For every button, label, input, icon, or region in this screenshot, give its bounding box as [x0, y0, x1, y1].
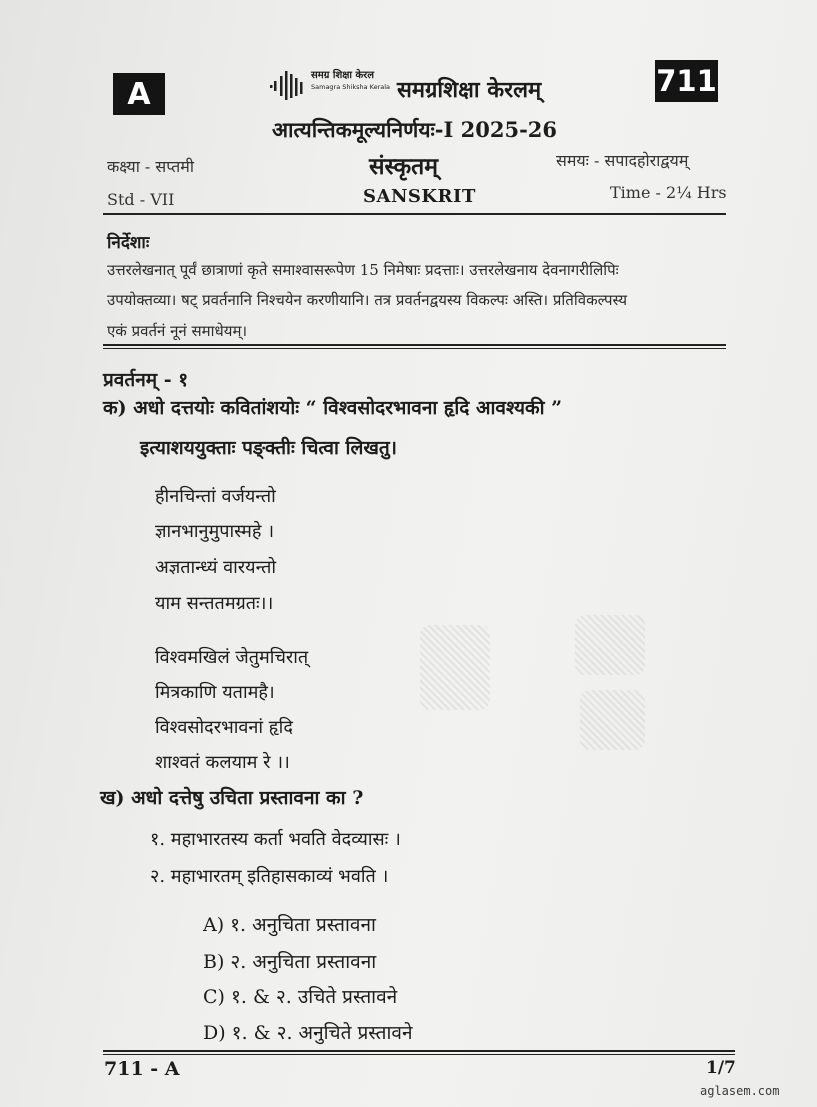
instructions-divider — [103, 344, 726, 346]
logo-line1: समग्र शिक्षा केरल — [311, 70, 375, 81]
verse-line: ज्ञानभानुमुपास्महे । — [155, 521, 275, 542]
samagra-shiksha-logo-icon — [270, 68, 308, 102]
footer-paper-code: 711 - A — [104, 1058, 180, 1080]
logo-line2: Samagra Shiksha Kerala — [311, 83, 391, 91]
scan-smudge — [575, 615, 645, 675]
instructions-divider-thin — [103, 348, 726, 349]
instruction-line: उत्तरलेखनात् पूर्वं छात्राणां कृते समाश्वासरूपेण 15 निमेषाः प्रदत्ताः। उत्तरलेखनाय देवनागरीलिपिः — [107, 261, 619, 279]
option-a: A) १. अनुचिता प्रस्तावना — [203, 914, 376, 936]
class-sanskrit: कक्ष्या - सप्तमी — [107, 157, 194, 176]
instructions-title: निर्देशाः — [107, 233, 150, 253]
verse-line: याम सन्ततमग्रतः।। — [155, 593, 274, 614]
exam-title: आत्यन्तिकमूल्यनिर्णयः-I 2025-26 — [272, 117, 558, 142]
paper-code-box: 711 — [655, 60, 718, 102]
watermark: aglasem.com — [700, 1084, 780, 1098]
time-english: Time - 2¼ Hrs — [610, 183, 727, 202]
verse-line: विश्वसोदरभावनां हृदि — [155, 717, 293, 738]
subject-sanskrit: संस्कृतम् — [369, 153, 439, 180]
time-sanskrit: समयः - सपादहोराद्वयम् — [556, 151, 689, 170]
subject-english: SANSKRIT — [363, 186, 476, 207]
option-d: D) १. & २. अनुचिते प्रस्तावने — [203, 1022, 413, 1044]
set-label-box: A — [113, 73, 165, 115]
footer-divider — [103, 1050, 735, 1052]
footer-page-number: 1/7 — [706, 1058, 736, 1078]
header-divider — [103, 213, 726, 215]
question-heading: प्रवर्तनम् - १ — [103, 369, 189, 391]
instruction-line: एकं प्रवर्तनं नूनं समाधेयम्। — [107, 322, 248, 340]
statement-item: २. महाभारतम् इतिहासकाव्यं भवति । — [150, 866, 389, 887]
verse-line: हीनचिन्तां वर्जयन्तो — [155, 486, 276, 507]
option-b: B) २. अनुचिता प्रस्तावना — [203, 951, 377, 973]
option-c: C) १. & २. उचिते प्रस्तावने — [203, 986, 398, 1008]
question-part-k-line2: इत्याशययुक्ताः पङ्क्तीः चित्वा लिखतु। — [140, 437, 397, 459]
class-english: Std - VII — [107, 190, 175, 209]
question-part-kh: ख) अधो दत्तेषु उचिता प्रस्तावना का ? — [100, 787, 364, 809]
scan-smudge — [420, 625, 490, 710]
scan-smudge — [580, 690, 645, 750]
verse-line: मित्रकाणि यतामहै। — [155, 682, 275, 703]
organisation-name: समग्रशिक्षा केरलम् — [397, 77, 542, 103]
verse-line: शाश्वतं कलयाम रे ।। — [155, 752, 290, 773]
statement-item: १. महाभारतस्य कर्ता भवति वेदव्यासः । — [150, 829, 401, 850]
footer-divider-thin — [103, 1054, 735, 1055]
verse-line: अज्ञतान्ध्यं वारयन्तो — [155, 557, 277, 578]
verse-line: विश्वमखिलं जेतुमचिरात् — [155, 647, 309, 668]
instruction-line: उपयोक्तव्या। षट् प्रवर्तनानि निश्चयेन करणीयानि। तत्र प्रवर्तनद्वयस्य विकल्पः अस्ति। प्रतिविकल्पस्य — [107, 291, 628, 309]
question-part-k: क) अधो दत्तयोः कवितांशयोः “ विश्वसोदरभावना हृदि आवश्यकी ” — [103, 397, 563, 419]
logo-text — [311, 71, 390, 91]
